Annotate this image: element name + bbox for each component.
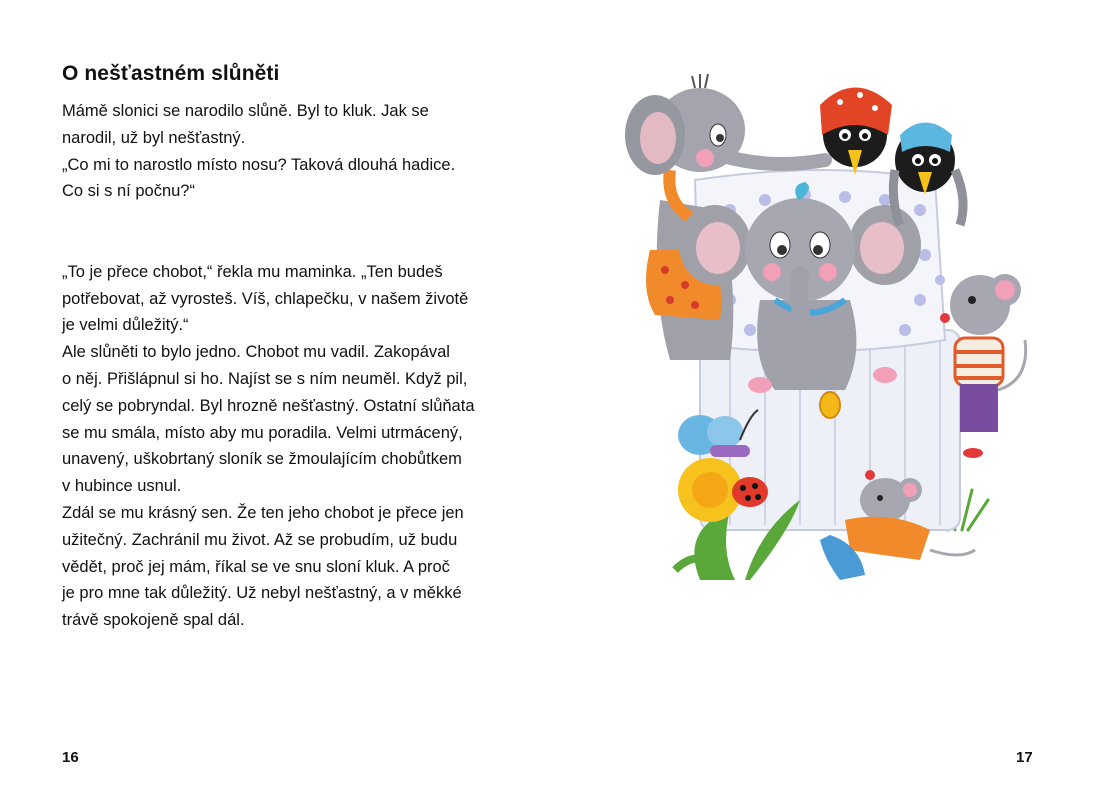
text-line: se mu smála, místo aby mu poradila. Velmi utrmácený, bbox=[62, 423, 463, 442]
text-line: celý se pobryndal. Byl hrozně nešťastný. Ostatní slůňata bbox=[62, 396, 475, 415]
text-line: Zdál se mu krásný sen. Že ten jeho chobot je přece jen bbox=[62, 503, 464, 522]
story-text bbox=[62, 98, 482, 634]
story-illustration bbox=[600, 60, 1050, 600]
text-line: „To je přece chobot,“ řekla mu maminka. „Ten budeš bbox=[62, 262, 443, 281]
text-line: užitečný. Zachránil mu život. Až se probudím, už budu bbox=[62, 530, 458, 549]
text-line: narodil, už byl nešťastný. bbox=[62, 128, 246, 147]
text-line: v hubince usnul. bbox=[62, 477, 182, 496]
text-line: unavený, uškobrtaný sloník se žmoulajícím chobůtkem bbox=[62, 450, 462, 469]
paragraph-gap bbox=[62, 232, 482, 259]
text-line: je velmi důležitý.“ bbox=[62, 316, 189, 335]
text-line: vědět, proč jej mám, říkal se ve snu sloní kluk. A proč bbox=[62, 557, 450, 576]
text-line: trávě spokojeně spal dál. bbox=[62, 611, 245, 630]
text-line: je pro mne tak důležitý. Už nebyl nešťastný, a v měkké bbox=[62, 584, 462, 603]
paragraph-gap bbox=[62, 205, 482, 232]
text-line: Co si s ní počnu?“ bbox=[62, 182, 195, 201]
text-line: o něj. Přišlápnul si ho. Najíst se s ním neuměl. Když pil, bbox=[62, 369, 468, 388]
page-number-left: 16 bbox=[62, 749, 79, 766]
page-number-right: 17 bbox=[1016, 749, 1033, 766]
story-title: O nešťastném slůněti bbox=[62, 62, 280, 85]
text-line: Mámě slonici se narodilo slůně. Byl to kluk. Jak se bbox=[62, 102, 429, 120]
text-line: Ale slůněti to bylo jedno. Chobot mu vadil. Zakopával bbox=[62, 343, 450, 362]
text-line: „Co mi to narostlo místo nosu? Taková dlouhá hadice. bbox=[62, 155, 456, 174]
text-line: potřebovat, až vyrosteš. Víš, chlapečku, v našem životě bbox=[62, 289, 469, 308]
